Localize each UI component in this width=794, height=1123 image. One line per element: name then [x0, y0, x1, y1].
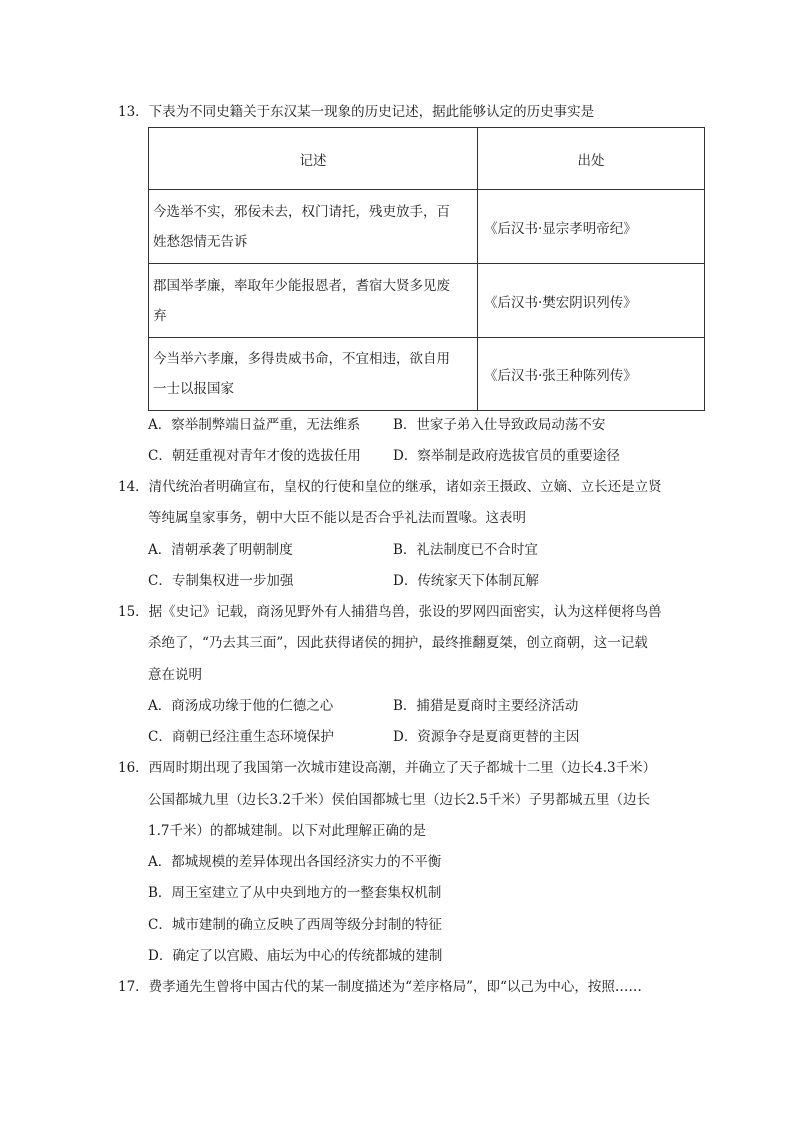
q15-stem-cont: 杀绝了，“乃去其三面”，因此获得诸侯的拥护，最终推翻夏桀，创立商朝，这一记载 [148, 635, 648, 651]
record-line: 姓愁怨情无告诉 [153, 233, 248, 250]
q16-stem-cont: 公国都城九里（边长3.2千米）侯伯国都城七里（边长2.5千米）子男都城五里（边长 [148, 792, 650, 808]
q13-stem: 13．下表为不同史籍关于东汉某一现象的历史记述，据此能够认定的历史事实是 [118, 104, 595, 120]
q13-option-d[interactable]: D．察举制是政府选拔官员的重要途径 [393, 448, 620, 464]
record-line: 郡国举孝廉，率取年少能报恩者，耆宿大贤多见废 [153, 277, 450, 294]
q16-option-c[interactable]: C．城市建制的确立反映了西周等级分封制的特征 [148, 917, 442, 933]
q16-option-a[interactable]: A．都城规模的差异体现出各国经济实力的不平衡 [148, 854, 442, 870]
q14-option-b[interactable]: B．礼法制度已不合时宜 [393, 542, 538, 558]
source-cell: 《后汉书·樊宏阴识列传》 [478, 264, 705, 338]
q14-option-d[interactable]: D．传统家天下体制瓦解 [393, 573, 539, 589]
record-line: 一士以报国家 [153, 381, 234, 397]
source-table [148, 127, 705, 411]
q15-stem-cont: 意在说明 [148, 667, 202, 683]
header-source: 出处 [478, 128, 705, 190]
q16-option-d[interactable]: D．确定了以宫殿、庙坛为中心的传统都城的建制 [148, 948, 443, 964]
q16-option-b[interactable]: B．周王室建立了从中央到地方的一整套集权机制 [148, 885, 442, 901]
source-cell: 《后汉书·张王种陈列传》 [478, 338, 705, 411]
record-line: 弃 [153, 307, 167, 324]
table-row [149, 264, 705, 338]
q14-option-a[interactable]: A．清朝承袭了明朝制度 [148, 542, 293, 558]
q16-stem: 16．西周时期出现了我国第一次城市建设高潮，并确立了天子都城十二里（边长4.3千米） [118, 760, 657, 776]
q17-stem: 17．费孝通先生曾将中国古代的某一制度描述为“差序格局”，即“以己为中心，按照…… [118, 979, 642, 995]
record-cell [149, 338, 478, 411]
record-line: 今当举六孝廉，多得贵威书命，不宜相违，欲自用 [153, 351, 450, 367]
q14-stem: 14．清代统治者明确宣布，皇权的行使和皇位的继承，诸如亲王摄政、立嫡、立长还是立贤 [118, 479, 662, 495]
record-line: 今选举不实，邪佞未去，权门请托，残吏放手，百 [153, 203, 450, 220]
q14-option-c[interactable]: C．专制集权进一步加强 [148, 573, 294, 589]
source-cell: 《后汉书·显宗孝明帝纪》 [478, 190, 705, 264]
q13-option-c[interactable]: C．朝廷重视对青年才俊的选拔任用 [148, 448, 361, 464]
q15-option-c[interactable]: C．商朝已经注重生态环境保护 [148, 729, 334, 745]
q14-stem-cont: 等纯属皇家事务，朝中大臣不能以是否合乎礼法而置喙。这表明 [148, 510, 526, 526]
record-cell [149, 264, 478, 338]
table-row [149, 338, 705, 411]
header-record: 记述 [149, 128, 478, 190]
q13-option-b[interactable]: B．世家子弟入仕导致政局动荡不安 [393, 417, 606, 433]
record-cell [149, 190, 478, 264]
q13-option-a[interactable]: A．察举制弊端日益严重，无法维系 [148, 417, 361, 433]
table-row [149, 190, 705, 264]
q15-stem: 15．据《史记》记载，商汤见野外有人捕猎鸟兽，张设的罗网四面密实，认为这样便将鸟兽 [118, 604, 662, 620]
q15-option-d[interactable]: D．资源争夺是夏商更替的主因 [393, 729, 580, 745]
q16-stem-cont: 1.7千米）的都城建制。以下对此理解正确的是 [148, 823, 426, 839]
table-header-row [149, 128, 705, 190]
q15-option-a[interactable]: A．商汤成功缘于他的仁德之心 [148, 698, 334, 714]
q15-option-b[interactable]: B．捕猎是夏商时主要经济活动 [393, 698, 579, 714]
